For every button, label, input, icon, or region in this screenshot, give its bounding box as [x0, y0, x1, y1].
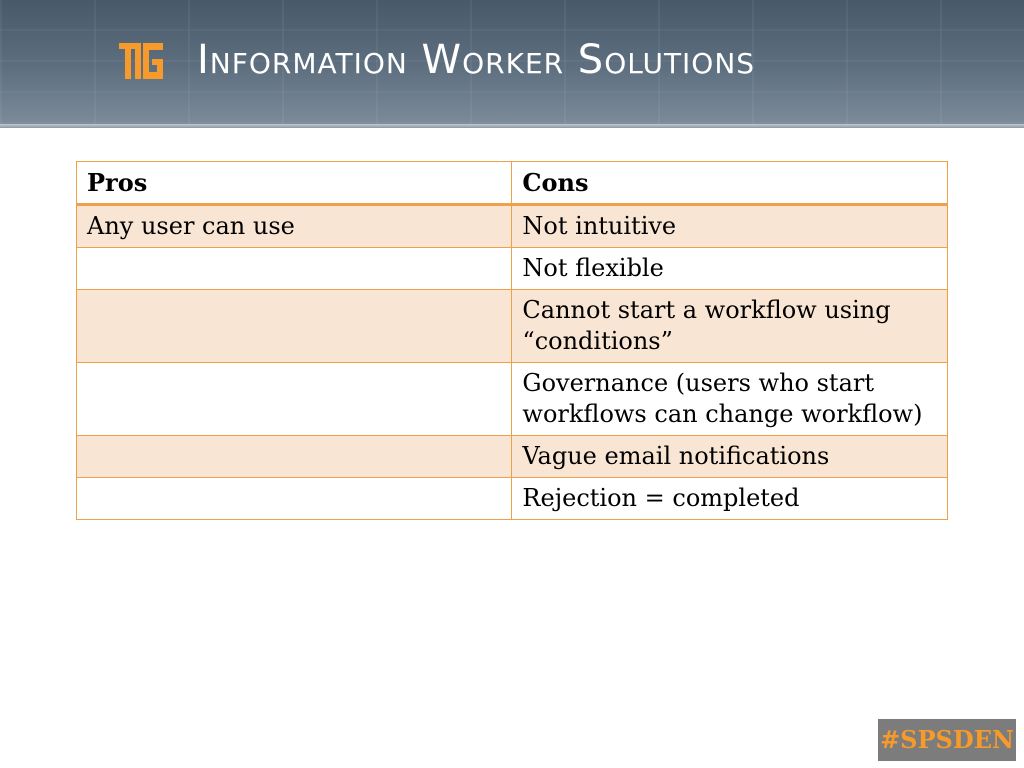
page-title: Information Worker Solutions	[197, 37, 756, 83]
header-banner	[0, 0, 1024, 124]
column-header-cons: Cons	[512, 162, 948, 205]
table-row	[77, 436, 948, 478]
column-header-pros: Pros	[77, 162, 512, 205]
pros-cell	[77, 436, 512, 478]
cons-cell: Governance (users who start workflows can change workflow)	[512, 363, 948, 436]
table-row	[77, 290, 948, 363]
cons-cell: Vague email notifications	[512, 436, 948, 478]
cons-cell: Cannot start a workflow using “conditions”	[512, 290, 948, 363]
table-row	[77, 363, 948, 436]
pros-cons-table	[76, 161, 948, 520]
table-row	[77, 478, 948, 520]
pros-cons-table-container	[76, 161, 948, 520]
pros-cell	[77, 478, 512, 520]
table-row	[77, 205, 948, 248]
pros-cell	[77, 248, 512, 290]
table-row	[77, 248, 948, 290]
pros-cell	[77, 290, 512, 363]
cons-cell: Not flexible	[512, 248, 948, 290]
hashtag-badge: #SPSDEN	[878, 719, 1016, 761]
cons-cell: Rejection = completed	[512, 478, 948, 520]
header-divider	[0, 124, 1024, 128]
table-header-row	[77, 162, 948, 205]
pros-cell: Any user can use	[77, 205, 512, 248]
mg-logo-icon	[117, 39, 165, 83]
pros-cell	[77, 363, 512, 436]
cons-cell: Not intuitive	[512, 205, 948, 248]
